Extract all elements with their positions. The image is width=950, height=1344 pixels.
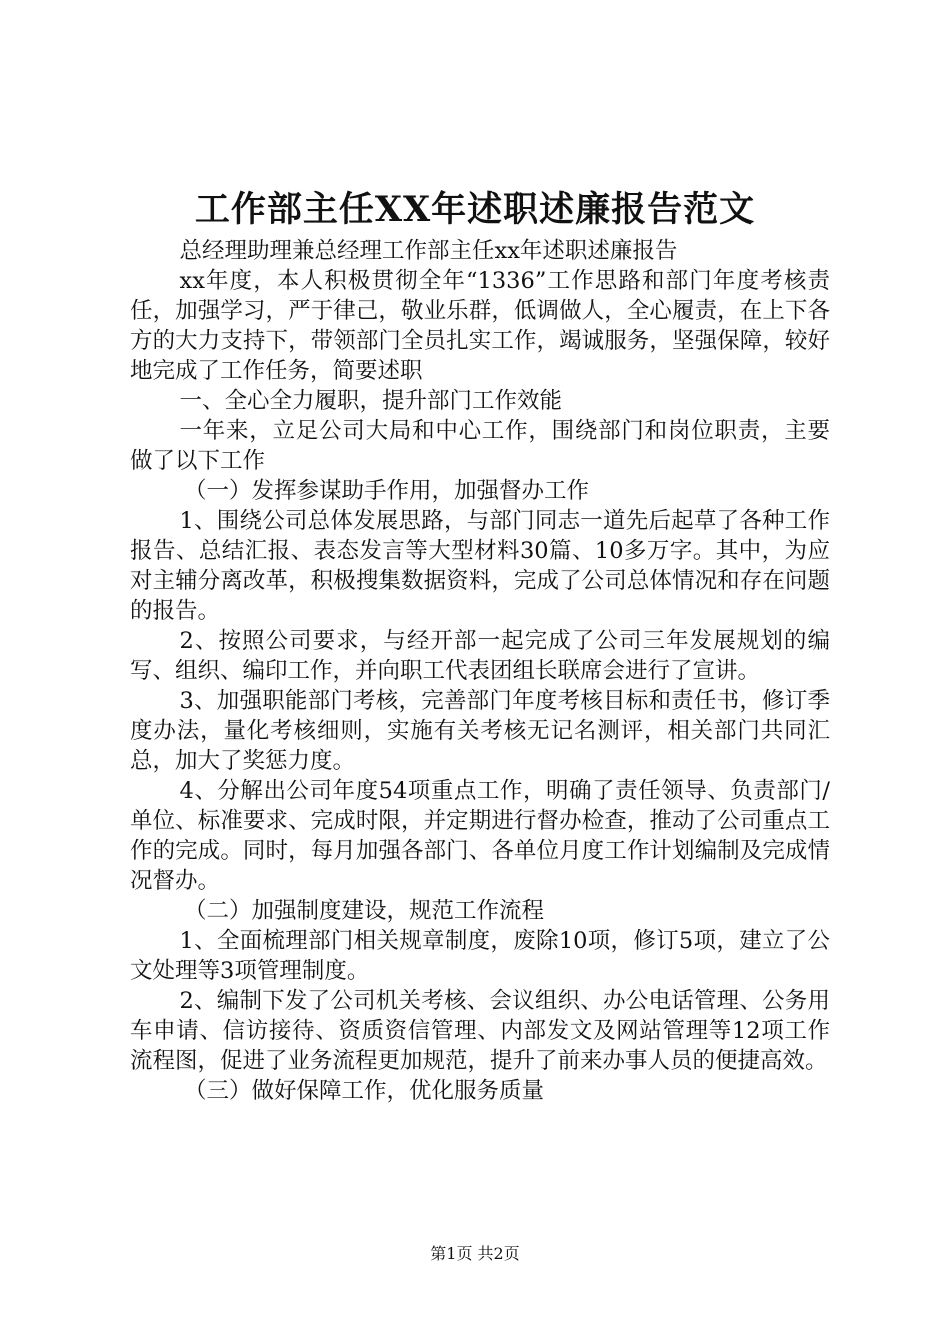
paragraph-item: 1、全面梳理部门相关规章制度，废除10项，修订5项，建立了公文处理等3项管理制度。 xyxy=(130,928,830,984)
paragraph-item: 4、分解出公司年度54项重点工作，明确了责任领导、负责部门/单位、标准要求、完成时限，并定期进行督办检查，推动了公司重点工作的完成。同时，每月加强各部门、各单位月度工作计划编制及完成情况督办。 xyxy=(130,778,830,894)
paragraph-item: 3、加强职能部门考核，完善部门年度考核目标和责任书，修订季度办法，量化考核细则，实施有关考核无记名测评，相关部门共同汇总，加大了奖惩力度。 xyxy=(130,688,830,774)
paragraph-item: 2、按照公司要求，与经开部一起完成了公司三年发展规划的编写、组织、编印工作，并向职工代表团组长联席会进行了宣讲。 xyxy=(130,628,830,684)
subsection-heading-2: （二）加强制度建设，规范工作流程 xyxy=(184,898,545,924)
page-footer: 第1页 共2页 xyxy=(430,1244,520,1263)
subsection-heading-3: （三）做好保障工作，优化服务质量 xyxy=(184,1078,545,1104)
subsection-heading-1: （一）发挥参谋助手作用，加强督办工作 xyxy=(184,478,590,504)
paragraph-item: 2、编制下发了公司机关考核、会议组织、办公电话管理、公务用车申请、信访接待、资质资信管理、内部发文及网站管理等12项工作流程图，促进了业务流程更加规范，提升了前来办事人员的便捷高效。 xyxy=(130,988,830,1074)
document-title: 工作部主任XX年述职述廉报告范文 xyxy=(194,189,756,230)
paragraph-subtitle: 总经理助理兼总经理工作部主任xx年述职述廉报告 xyxy=(179,238,678,264)
paragraph-intro: xx年度，本人积极贯彻全年“1336”工作思路和部门年度考核责任，加强学习，严于律己，敬业乐群，低调做人，全心履责，在上下各方的大力支持下，带领部门全员扎实工作，竭诚服务，坚强保障，较好地完成了工作任务，简要述职 xyxy=(130,268,830,384)
section-heading-1: 一、全心全力履职，提升部门工作效能 xyxy=(179,388,563,414)
paragraph-overview: 一年来，立足公司大局和中心工作，围绕部门和岗位职责，主要做了以下工作 xyxy=(130,418,830,474)
document-body xyxy=(130,236,830,1106)
paragraph-item: 1、围绕公司总体发展思路，与部门同志一道先后起草了各种工作报告、总结汇报、表态发言等大型材料30篇、10多万字。其中，为应对主辅分离改革，积极搜集数据资料，完成了公司总体情况和存在问题的报告。 xyxy=(130,508,830,624)
